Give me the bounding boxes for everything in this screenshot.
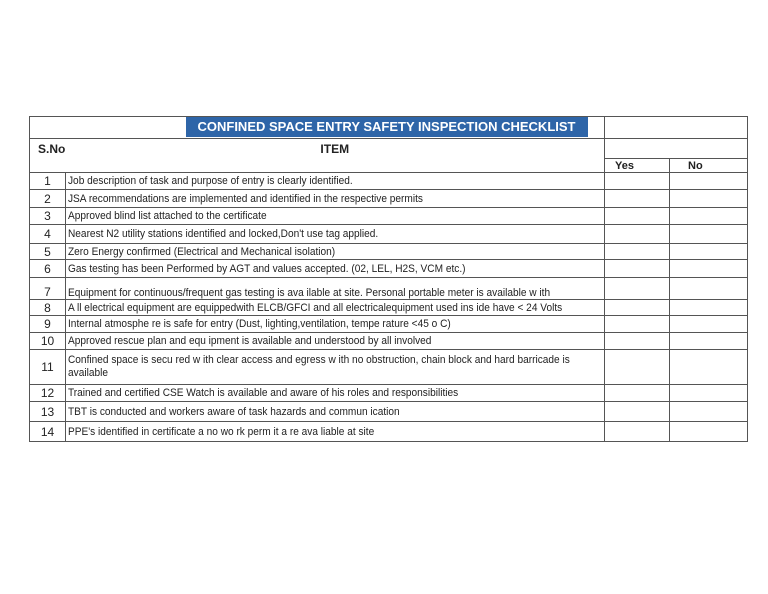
row-number: 12 bbox=[30, 385, 66, 402]
no-cell[interactable] bbox=[670, 350, 748, 385]
no-cell[interactable] bbox=[670, 278, 748, 300]
table-row bbox=[30, 244, 748, 260]
title-row bbox=[30, 117, 748, 139]
row-item: Approved blind list attached to the certificate bbox=[68, 210, 267, 222]
row-item: Approved rescue plan and equ ipment is available and understood by all involved bbox=[68, 335, 432, 347]
row-item: Confined space is secu red w ith clear access and egress w ith no obstruction, chain block and hard barricade is available bbox=[68, 354, 570, 379]
yes-cell[interactable] bbox=[605, 190, 670, 208]
row-item: Internal atmosphe re is safe for entry (Dust, lighting,ventilation, tempe rature <45 o C) bbox=[68, 318, 451, 330]
table-row bbox=[30, 316, 748, 333]
no-cell[interactable] bbox=[670, 402, 748, 422]
table-row bbox=[30, 173, 748, 190]
yes-cell[interactable] bbox=[605, 244, 670, 260]
no-cell[interactable] bbox=[670, 173, 748, 190]
table-row bbox=[30, 333, 748, 350]
row-number: 4 bbox=[30, 225, 66, 244]
table-row bbox=[30, 300, 748, 316]
subheader-row bbox=[30, 159, 748, 173]
sno-header: S.No bbox=[30, 139, 66, 159]
row-item: JSA recommendations are implemented and identified in the respective permits bbox=[68, 192, 423, 205]
yes-cell[interactable] bbox=[605, 402, 670, 422]
table-row bbox=[30, 385, 748, 402]
row-item: Equipment for continuous/frequent gas testing is ava ilable at site. Personal portable meter is available w ith bbox=[68, 287, 551, 299]
row-number: 7 bbox=[30, 278, 66, 300]
row-number: 10 bbox=[30, 333, 66, 350]
table-row bbox=[30, 208, 748, 225]
table-row bbox=[30, 225, 748, 244]
yes-cell[interactable] bbox=[605, 300, 670, 316]
row-item: A ll electrical equipment are equippedwith ELCB/GFCI and all electricalequipment used ins ide have < 24 Volts bbox=[68, 301, 563, 314]
row-item: Trained and certified CSE Watch is available and aware of his roles and responsibilities bbox=[68, 387, 459, 399]
yes-cell[interactable] bbox=[605, 278, 670, 300]
table-row bbox=[30, 260, 748, 278]
row-item: TBT is conducted and workers aware of task hazards and commun ication bbox=[68, 405, 400, 418]
header-row bbox=[30, 139, 748, 159]
row-number: 9 bbox=[30, 316, 66, 333]
yes-cell[interactable] bbox=[605, 208, 670, 225]
yes-cell[interactable] bbox=[605, 385, 670, 402]
row-item: Job description of task and purpose of entry is clearly identified. bbox=[68, 175, 353, 187]
no-cell[interactable] bbox=[670, 260, 748, 278]
no-header: No bbox=[670, 159, 748, 173]
yes-cell[interactable] bbox=[605, 350, 670, 385]
table-row bbox=[30, 350, 748, 385]
no-cell[interactable] bbox=[670, 422, 748, 442]
no-cell[interactable] bbox=[670, 190, 748, 208]
table-row bbox=[30, 402, 748, 422]
row-number: 2 bbox=[30, 190, 66, 208]
checklist-sheet bbox=[29, 116, 747, 442]
row-number: 13 bbox=[30, 402, 66, 422]
row-number: 1 bbox=[30, 173, 66, 190]
yes-cell[interactable] bbox=[605, 225, 670, 244]
yes-header: Yes bbox=[605, 159, 670, 173]
checklist-title: CONFINED SPACE ENTRY SAFETY INSPECTION CHECKLIST bbox=[186, 117, 588, 137]
row-item: Nearest N2 utility stations identified and locked,Don't use tag applied. bbox=[68, 228, 379, 240]
checklist-table bbox=[29, 116, 748, 442]
no-cell[interactable] bbox=[670, 208, 748, 225]
item-header: ITEM bbox=[320, 141, 350, 156]
no-cell[interactable] bbox=[670, 385, 748, 402]
row-number: 3 bbox=[30, 208, 66, 225]
row-item: PPE's identified in certificate a no wo rk perm it a re ava liable at site bbox=[68, 425, 375, 438]
table-row bbox=[30, 190, 748, 208]
yes-cell[interactable] bbox=[605, 333, 670, 350]
row-item: Gas testing has been Performed by AGT and values accepted. (02, LEL, H2S, VCM etc.) bbox=[68, 262, 466, 275]
no-cell[interactable] bbox=[670, 333, 748, 350]
row-item: Zero Energy confirmed (Electrical and Mechanical isolation) bbox=[68, 245, 336, 258]
no-cell[interactable] bbox=[670, 225, 748, 244]
row-number: 11 bbox=[30, 350, 66, 385]
table-row bbox=[30, 278, 748, 300]
row-number: 5 bbox=[30, 244, 66, 260]
table-row bbox=[30, 422, 748, 442]
yes-cell[interactable] bbox=[605, 173, 670, 190]
row-number: 6 bbox=[30, 260, 66, 278]
no-cell[interactable] bbox=[670, 244, 748, 260]
yes-cell[interactable] bbox=[605, 422, 670, 442]
yes-cell[interactable] bbox=[605, 260, 670, 278]
row-number: 8 bbox=[30, 300, 66, 316]
row-number: 14 bbox=[30, 422, 66, 442]
no-cell[interactable] bbox=[670, 316, 748, 333]
yes-cell[interactable] bbox=[605, 316, 670, 333]
no-cell[interactable] bbox=[670, 300, 748, 316]
